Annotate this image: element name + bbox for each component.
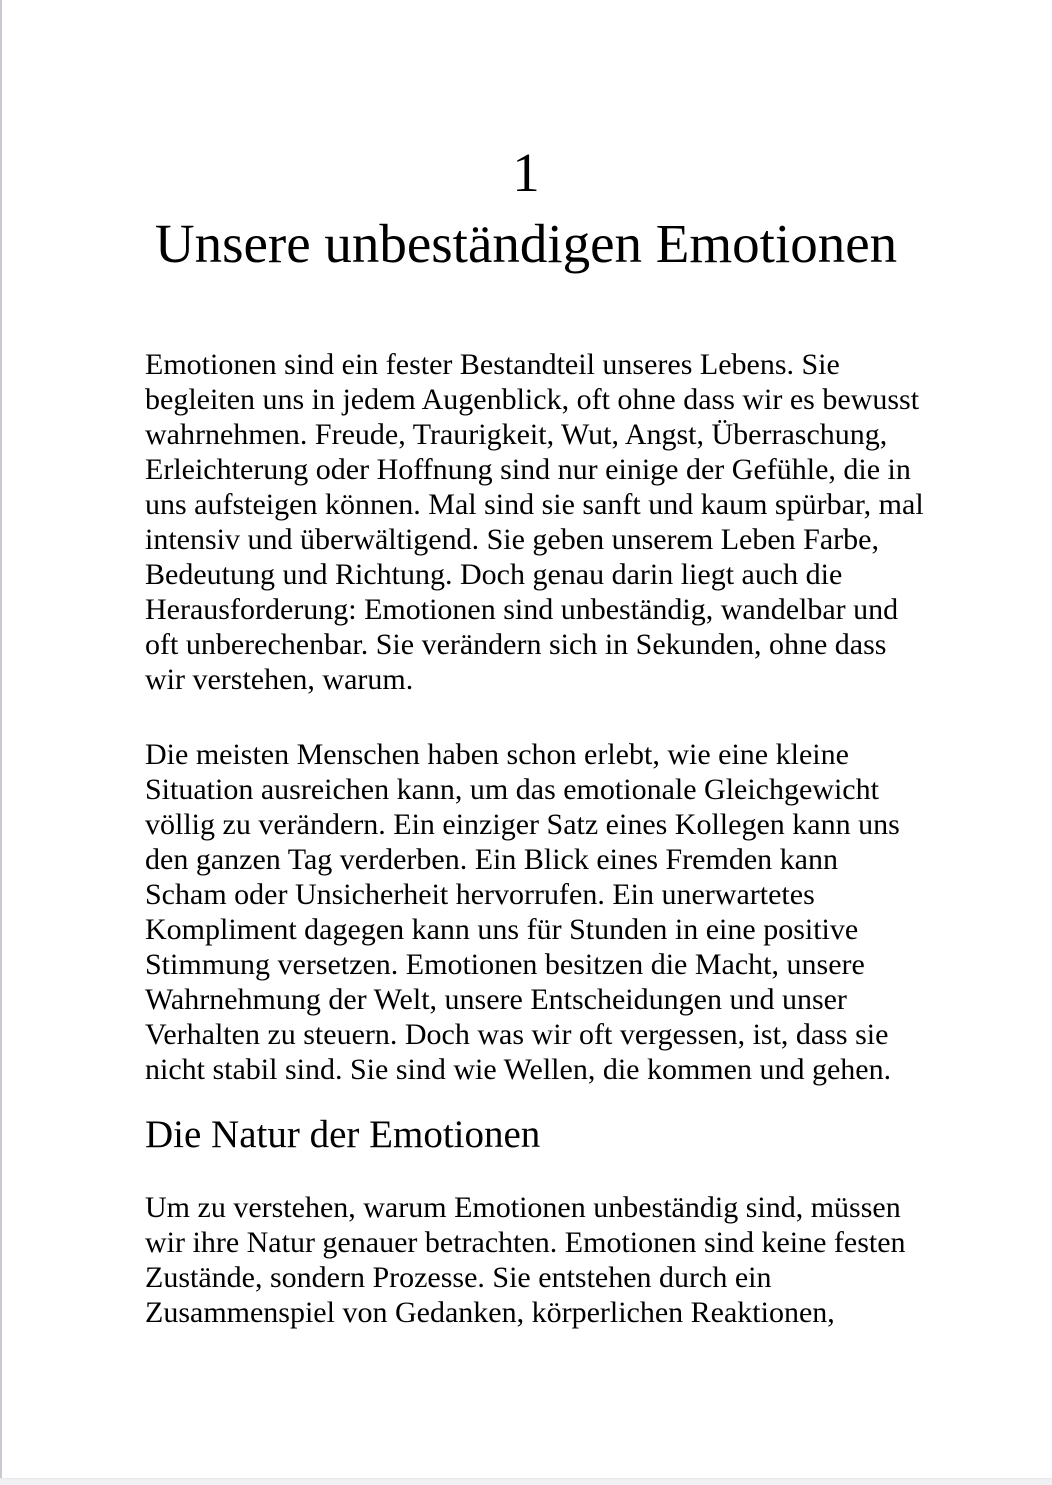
paragraph: Um zu verstehen, warum Emotionen unbeständig sind, müssen wir ihre Natur genauer betrachten. Emotionen sind keine festen Zustände, sondern Prozesse. Sie entstehen durch ein Zusammenspiel von Gedanken, körperlichen Reaktionen, — [145, 1191, 906, 1329]
page-bottom-edge — [0, 1478, 1052, 1485]
chapter-title: Unsere unbeständigen Emotionen — [154, 213, 898, 274]
chapter-body — [145, 347, 927, 1330]
paragraph: Emotionen sind ein fester Bestandteil unseres Lebens. Sie begleiten uns in jedem Augenblick, oft ohne dass wir es bewusst wahrnehmen. Freude, Traurigkeit, Wut, Angst, Überraschung, Erleichterung oder Hoffnung sind nur einige der Gefühle, die in uns aufsteigen können. Mal sind sie sanft und kaum spürbar, mal intensiv und überwältigend. Sie geben unserem Leben Farbe, Bedeutung und Richtung. Doch genau darin liegt auch die Herausforderung: Emotionen sind unbeständig, wandelbar und oft unberechenbar. Sie verändern sich in Sekunden, ohne dass wir verstehen, warum. — [145, 348, 924, 696]
chapter-number: 1 — [512, 142, 540, 203]
section-heading: Die Natur der Emotionen — [145, 1113, 541, 1156]
paragraph: Die meisten Menschen haben schon erlebt, wie eine kleine Situation ausreichen kann, um das emotionale Gleichgewicht völlig zu verändern. Ein einziger Satz eines Kollegen kann uns den ganzen Tag verderben. Ein Blick eines Fremden kann Scham oder Unsicherheit hervorrufen. Ein unerwartetes Kompliment dagegen kann uns für Stunden in eine positive Stimmung versetzen. Emotionen besitzen die Macht, unsere Wahrnehmung der Welt, unsere Entscheidungen und unser Verhalten zu steuern. Doch was wir oft vergessen, ist, dass sie nicht stabil sind. Sie sind wie Wellen, die kommen und gehen. — [145, 738, 900, 1086]
page-left-edge-line — [0, 0, 2, 1479]
chapter-header — [0, 0, 1052, 277]
